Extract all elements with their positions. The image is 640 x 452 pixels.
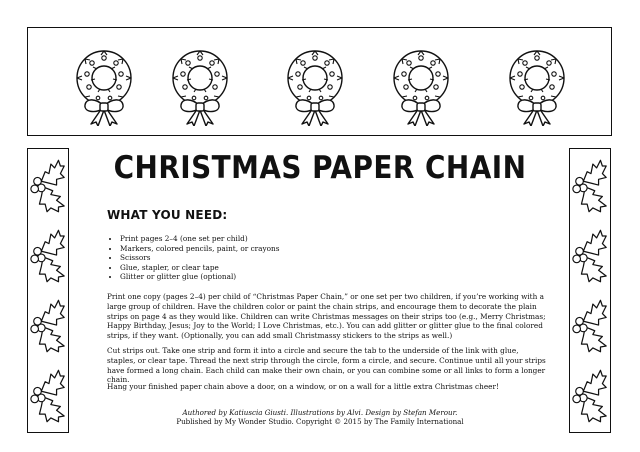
wreath-with-bow-icon — [69, 40, 139, 126]
list-item: • Glue, stapler, or clear tape — [120, 263, 279, 273]
needs-heading: WHAT YOU NEED: — [107, 208, 228, 222]
instructions-paragraph-hang: Hang your finished paper chain above a door, on a window, or on a wall for a little extra Christmas cheer! — [107, 382, 499, 391]
left-holly-border — [27, 148, 69, 433]
wreath-with-bow-icon — [386, 40, 456, 126]
list-item: • Markers, colored pencils, paint, or crayons — [120, 244, 279, 254]
holly-icon — [28, 291, 68, 361]
holly-icon — [570, 151, 610, 221]
holly-icon — [28, 151, 68, 221]
credits-authors: Authored by Katiuscia Giusti. Illustrations by Alvi. Design by Stefan Merour. — [182, 408, 458, 417]
page-title: CHRISTMAS PAPER CHAIN — [113, 150, 527, 186]
wreath-banner — [27, 27, 612, 136]
holly-icon — [570, 361, 610, 431]
holly-icon — [570, 291, 610, 361]
credits-publisher: Published by My Wonder Studio. Copyright © 2015 by The Family International — [176, 417, 464, 427]
wreath-with-bow-icon — [280, 40, 350, 126]
instructions-paragraph-print: Print one copy (pages 2–4) per child of “Christmas Paper Chain,” or one set per two children, if you’re working with a large group of children. Have the children color or paint the chain strips, and encourage them to decorate the plain strips on page 4 as they would like. Children can write Christmas messages on their strips too (e.g., Merry Christmas; Happy Birthday, Jesus; Joy to the World; I Love Christmas, etc.). You can add glitter or glitter glue to the final colored strips, if they want. (Optionally, you can add small Christmassy stickers to the strips as well.) — [107, 292, 546, 341]
holly-icon — [28, 221, 68, 291]
credits — [72, 408, 568, 427]
right-holly-border — [569, 148, 611, 433]
list-item: • Scissors — [120, 253, 279, 263]
list-item: • Print pages 2–4 (one set per child) — [120, 234, 279, 244]
wreath-with-bow-icon — [502, 40, 572, 126]
list-item: • Glitter or glitter glue (optional) — [120, 272, 279, 282]
instructions-paragraph-cut: Cut strips out. Take one strip and form it into a circle and secure the tab to the underside of the link with glue, staples, or clear tape. Thread the next strip through the circle, form a circle, and secure. Continue until all your strips have formed a long chain. Each child can make their own chain, or you can combine some or all links to form a longer chain. — [107, 346, 546, 385]
needs-list — [108, 234, 279, 282]
wreath-with-bow-icon — [165, 40, 235, 126]
holly-icon — [570, 221, 610, 291]
holly-icon — [28, 361, 68, 431]
